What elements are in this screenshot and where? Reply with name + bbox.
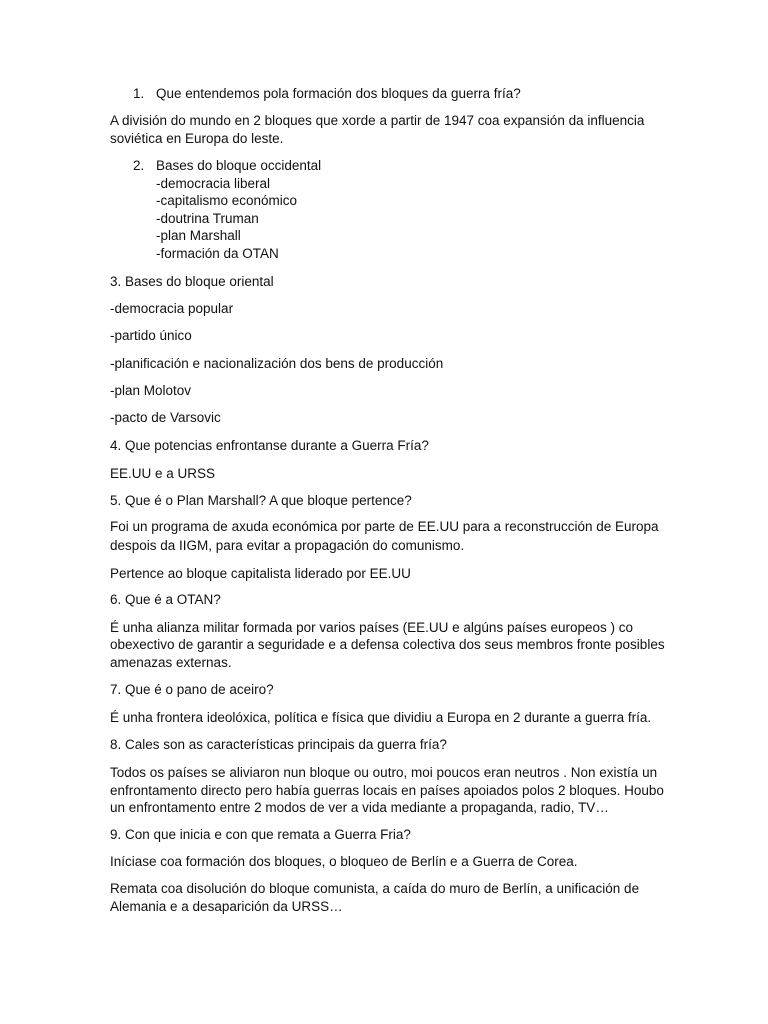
answer-8-line-2: enfrontamento directo pero había guerras locais en países apoiados polos 2 bloques. Houbo	[110, 783, 664, 798]
list-item: -plan Marshall	[156, 228, 241, 243]
answer-1-line-2: soviética en Europa do leste.	[110, 131, 284, 146]
list-item: -formación da OTAN	[156, 246, 279, 261]
answer-1-line-1: A división do mundo en 2 bloques que xorde a partir de 1947 coa expansión da influencia	[110, 113, 645, 128]
answer-5-extra: Pertence ao bloque capitalista liderado por EE.UU	[110, 566, 411, 581]
list-item: -partido único	[110, 328, 192, 343]
list-item: -planificación e nacionalización dos bens de producción	[110, 356, 444, 371]
list-item: -capitalismo económico	[156, 193, 298, 208]
question-8: 8. Cales son as características principais da guerra fría?	[110, 737, 447, 752]
answer-9-line-1: Iníciase coa formación dos bloques, o bloqueo de Berlín e a Guerra de Corea.	[110, 854, 578, 869]
question-5: 5. Que é o Plan Marshall? A que bloque pertence?	[110, 493, 412, 508]
answer-5-line-1: Foi un programa de axuda económica por parte de EE.UU para a reconstrucción de Europa	[110, 519, 659, 534]
answer-8-line-3: un enfrontamento entre 2 modos de ver a vida mediante a propaganda, radio, TV…	[110, 800, 609, 815]
question-2: Bases do bloque occidental	[156, 158, 322, 173]
answer-9-line-2: Remata coa disolución do bloque comunista, a caída do muro de Berlín, a unificación de	[110, 881, 640, 896]
question-9: 9. Con que inicia e con que remata a Guerra Fria?	[110, 827, 411, 842]
answer-8-line-1: Todos os países se aliviaron nun bloque ou outro, moi poucos eran neutros . Non existía un	[110, 765, 658, 780]
answer-5-line-2: despois da IIGM, para evitar a propagación do comunismo.	[110, 538, 465, 553]
list-item: -democracia popular	[110, 301, 234, 316]
list-item: -democracia liberal	[156, 176, 271, 191]
question-3: 3. Bases do bloque oriental	[110, 274, 274, 289]
answer-6-line-3: amenazas externas.	[110, 655, 232, 670]
answer-4: EE.UU e a URSS	[110, 466, 216, 481]
list-item: -plan Molotov	[110, 383, 192, 398]
question-1: Que entendemos pola formación dos bloques da guerra fría?	[156, 86, 521, 101]
list-number-2: 2.	[133, 158, 145, 173]
answer-6-line-2: obexectivo de garantir a seguridade e a defensa colectiva dos seus membros fronte posibles	[110, 637, 665, 652]
question-7: 7. Que é o pano de aceiro?	[110, 682, 274, 697]
list-item: -pacto de Varsovic	[110, 410, 221, 425]
question-4: 4. Que potencias enfrontanse durante a Guerra Fría?	[110, 438, 429, 453]
list-number-1: 1.	[133, 86, 145, 101]
answer-7: É unha frontera ideolóxica, política e física que dividiu a Europa en 2 durante a guerra fría.	[110, 710, 652, 725]
question-6: 6. Que é a OTAN?	[110, 592, 221, 607]
answer-6-line-1: É unha alianza militar formada por varios países (EE.UU e algúns países europeos ) co	[110, 620, 634, 635]
answer-9-line-3: Alemania e a desaparición da URSS…	[110, 899, 343, 914]
list-item: -doutrina Truman	[156, 211, 259, 226]
